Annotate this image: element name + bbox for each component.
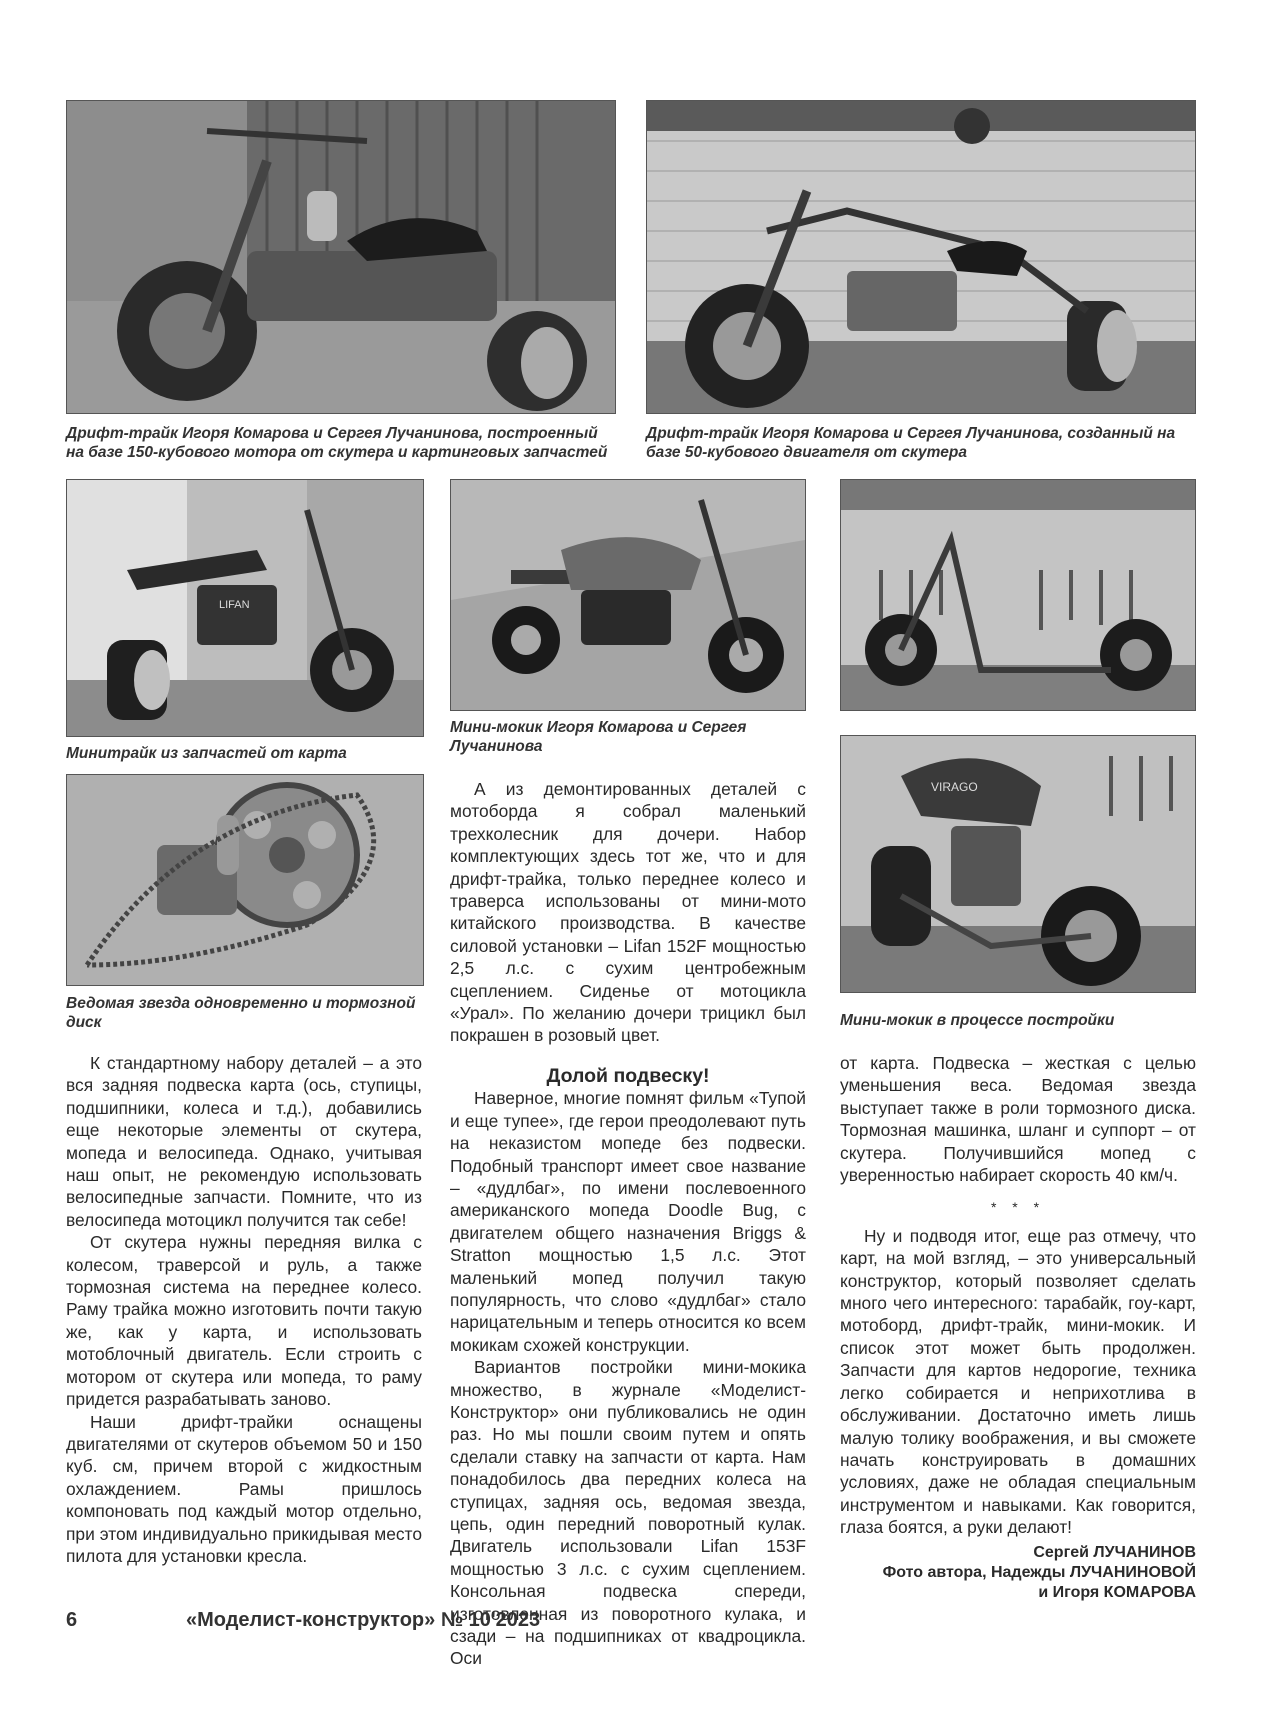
caption-mokik-construction: Мини-мокик в процессе постройки — [840, 1012, 1115, 1029]
section-heading: Долой подвеску! — [546, 1064, 710, 1087]
col2-paragraph-2: Наверное, многие помнят фильм «Тупой и еще тупее», где герои преодолевают путь на неказистом мопеде без подвески. Подобный транспорт имеет свое название – «дудлбаг», по имени послевоенного американского мопеда Doodle Bug, с двигателем общего назначения Briggs & Stratton мощностью 1,5 л.с. Этот маленький мопед получил такую популярность, что слово «дудлбаг» стало нарицательным и теперь относится ко всем мокикам схожей конструкции. — [450, 1088, 806, 1355]
caption-mini-mokik: Мини-мокик Игоря Комарова и Сергея Лучанинова — [450, 719, 747, 755]
caption-drift-trike-150: Дрифт-трайк Игоря Комарова и Сергея Лучанинова, построенный на базе 150-кубового мотора от скутера и картинговых запчастей — [66, 425, 608, 461]
photo-drift-trike-150 — [66, 100, 616, 414]
column-1 — [66, 1052, 422, 1567]
caption-drift-trike-50: Дрифт-трайк Игоря Комарова и Сергея Лучанинова, созданный на базе 50-кубового двигателя от скутера — [646, 425, 1176, 461]
caption-mini-trike: Минитрайк из запчастей от карта — [66, 745, 347, 762]
col3-paragraph-1: от карта. Подвеска – жесткая с целью уменьшения веса. Ведомая звезда выступает также в роли тормозного диска. Тормозная машинка, шланг и суппорт – от скутера. Получившийся мопед с уверенностью набирает скорость 40 км/ч. — [840, 1053, 1196, 1186]
section-divider: * * * — [990, 1199, 1046, 1216]
photo-mokik-construction — [840, 735, 1196, 993]
svg-text:VIRAGO: VIRAGO — [931, 780, 978, 794]
column-3 — [840, 1052, 1196, 1603]
photo-mini-trike — [66, 479, 424, 737]
col2-paragraph-3: Вариантов постройки мини-мокика множество, в журнале «Моделист-Конструктор» они публиковались не один раз. Но мы пошли своим путем и опять сделали ставку на запчасти от карта. Нам понадобилось два передних колеса на ступицах, задняя ось, ведомая звезда, цепь, один передний поворотный кулак. Двигатель использовали Lifan 153F мощностью 3 л.с. с сухим сцеплением. Консольная подвеска спереди, изготовленная из поворотного кулака, и сзади – на подшипниках от квадроцикла. Оси — [450, 1357, 806, 1669]
author-signature: Сергей ЛУЧАНИНОВ — [1033, 1543, 1196, 1561]
photo-credit: Фото автора, Надежды ЛУЧАНИНОВОЙ — [882, 1563, 1196, 1581]
svg-text:LIFAN: LIFAN — [219, 599, 250, 611]
photo-sprocket-chain — [66, 774, 424, 986]
col3-paragraph-2: Ну и подводя итог, еще раз отмечу, что карт, на мой взгляд, – это универсальный конструктор, который позволяет сделать много чего интересного: тарабайк, гоу-карт, мотоборд, дрифт-трайк, мини-мокик. И список этот может быть продолжен. Запчасти для картов недорогие, техника легко собирается и неприхотлива в обслуживании. Достаточно иметь лишь малую толику воображения, и вы сможете начать конструировать в домашних условиях, даже не обладая специальным инструментом и навыками. Как говорится, глаза боятся, а руки делают! — [840, 1225, 1196, 1538]
page-number: 6 — [66, 1609, 78, 1631]
photo-drift-trike-50 — [646, 100, 1196, 414]
col1-paragraph-3: Наши дрифт-трайки оснащены двигателями от скутеров объемом 50 и 150 куб. см, причем второй с жидкостным охлаждением. Рамы пришлось компоновать под каждый мотор отдельно, при этом индивидуально прикидывая место пилота для установки кресла. — [66, 1411, 422, 1566]
col2-paragraph-1: А из демонтированных деталей с мотоборда я собрал маленький трехколесник для дочери. Набор комплектующих здесь тот же, что и для дрифт-трайка, только переднее колесо и траверса использованы от мини-мото китайского производства. В качестве силовой установки – Lifan 152F мощностью 2,5 л.с. с сухим центробежным сцеплением. Сиденье от мотоцикла «Урал». По желанию дочери трицикл был покрашен в розовый цвет. — [450, 779, 806, 1046]
caption-sprocket-chain: Ведомая звезда одновременно и тормозной диск — [66, 995, 416, 1031]
photo-mini-mokik — [450, 479, 806, 711]
photo-credit-continued: и Игоря КОМАРОВА — [1038, 1583, 1196, 1601]
photo-mokik-frame — [840, 479, 1196, 711]
col1-paragraph-2: От скутера нужны передняя вилка с колесом, траверсой и руль, а также тормозная система на переднее колесо. Раму трайка можно изготовить почти такую же, как у карта, и использовать мотоблочный двигатель. Если строить с мотором от скутера или мопеда, то раму придется разрабатывать заново. — [66, 1232, 422, 1410]
column-2 — [450, 778, 806, 1670]
col1-paragraph-1: К стандартному набору деталей – а это вся задняя подвеска карта (ось, ступицы, подшипники, колеса и т.д.), добавились еще некоторые элементы от скутера, мопеда и велосипеда. Однако, учитывая наш опыт, не рекомендую использовать велосипедные запчасти. Помните, что из велосипеда мотоцикл получится так себе! — [66, 1053, 422, 1230]
journal-title: «Моделист-конструктор» № 10'2023 — [186, 1609, 541, 1631]
